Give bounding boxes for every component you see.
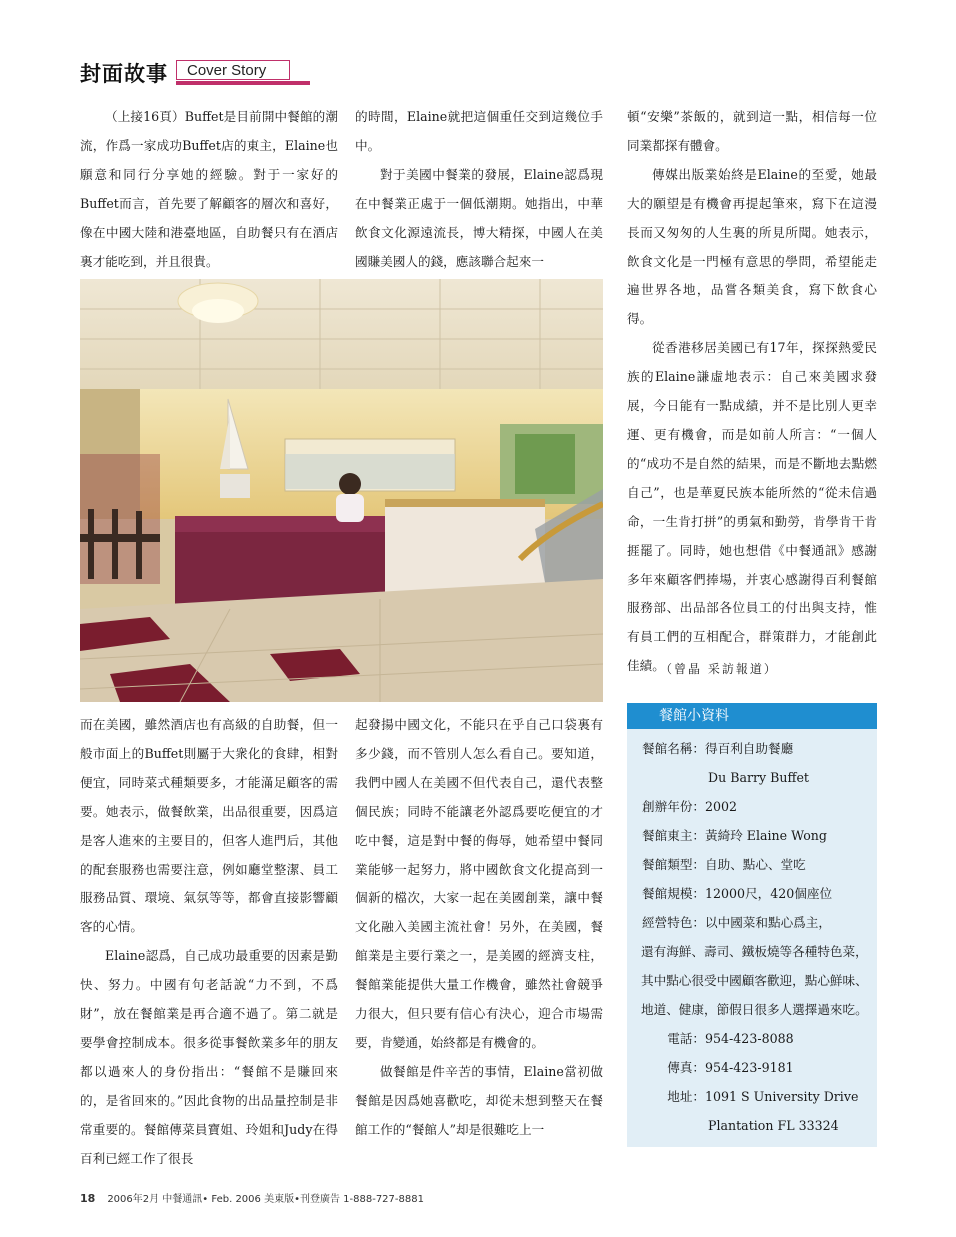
info-row-phone: 電話：954-423-8088	[667, 1031, 794, 1046]
info-row-name: 餐館名稱：得百利自助餐廳	[642, 741, 794, 756]
paragraph: 傳媒出版業始終是Elaine的至愛，她最大的願望是有機會再提起筆來，寫下在這漫長而又匆匆的人生裏的所見所聞。她表示，飲食文化是一門極有意思的學問，希望能走遍世界各地，品嘗各類美食，寫下飲食心得。	[627, 166, 877, 327]
paragraph: 的時間，Elaine就把這個重任交到這幾位手中。	[355, 109, 603, 153]
article-column-3	[627, 103, 877, 681]
info-row-owner: 餐館東主：黃綺玲 Elaine Wong	[642, 828, 827, 843]
paragraph: 而在美國，雖然酒店也有高級的自助餐，但一般市面上的Buffet則屬于大衆化的食肆，相對便宜，同時菜式種類要多，才能滿足顧客的需要。她表示，做餐飲業，出品很重要，因爲這是客人進來的主要目的，但客人進門后，其他的配套服務也需要注意，例如廳堂整潔、員工服務品質、環境、氣氛等等，都會直接影響顧客的心情。	[80, 717, 338, 935]
footer-text: 2006年2月 中餐通訊• Feb. 2006 美東版•刊登廣告 1-888-727-8881	[107, 1194, 424, 1205]
paragraph: 做餐館是件辛苦的事情，Elaine當初做餐館是因爲她喜歡吃，却從未想到整天在餐館工作的“餐館人”却是很難吃上一	[355, 1063, 603, 1137]
paragraph: 從香港移居美國已有17年，探探熱愛民族的Elaine謙虛地表示：自己來美國求發展，今日能有一點成績，并不是比別人更幸運、更有機會，而是如前人所言：“一個人的“成功不是自然的結果，而是不斷地去點燃自己”，也是華夏民族本能所然的“從未信過命，一生肯打拼”的勇氣和勤勞，肯學肯干肯捱罷了。同時，她也想借《中餐通訊》感謝多年來顧客們捧場，并衷心感謝得百利餐館服務部、出品部各位員工的付出與支持，惟有員工們的互相配合，群策群力，才能創此佳績。	[627, 340, 877, 674]
info-box-title: 餐館小資料	[627, 703, 877, 729]
paragraph: （上接16頁）Buffet是目前開中餐館的潮流，作爲一家成功Buffet店的東主，Elaine也願意和同行分享她的經驗。對于一家好的Buffet而言，首先要了解顧客的層次和喜好，像在中國大陸和港臺地區，自助餐只有在酒店裏才能吃到，并且很貴。	[80, 109, 338, 269]
restaurant-photo	[80, 279, 603, 702]
paragraph: 頓“安樂”茶飯的，就到這一點，相信每一位同業都探有體會。	[627, 109, 877, 153]
info-row-address: 地址：1091 S University Drive	[667, 1089, 859, 1104]
info-row-feature-detail: 還有海鮮、壽司、鐵板燒等各種特色菜，其中點心很受中國顧客歡迎，點心鮮味、地道、健康，節假日很多人選擇過來吃。	[641, 944, 868, 1017]
byline: （曾晶 采訪報道）	[660, 662, 778, 676]
page-number: 18	[80, 1192, 96, 1205]
page-footer	[80, 1190, 424, 1205]
restaurant-info-box	[627, 703, 877, 1147]
paragraph: 對于美國中餐業的發展，Elaine認爲現在中餐業正處于一個低潮期。她指出，中華飲食文化源遠流長，博大精探，中國人在美國賺美國人的錢，應該聯合起來一	[355, 166, 603, 269]
info-row-fax: 傳真：954-423-9181	[667, 1060, 794, 1075]
info-row-address-2: Plantation FL 33324	[708, 1118, 839, 1133]
paragraph: 起發揚中國文化，不能只在乎自己口袋裏有多少錢，而不管別人怎么看自己。要知道，我們中國人在美國不但代表自己，還代表整個民族；同時不能讓老外認爲要吃便宜的才吃中餐，這是對中餐的侮辱，她希望中餐同業能够一起努力，將中國飲食文化提高到一個新的檔次，大家一起在美國創業，讓中餐文化融入美國主流社會！另外，在美國，餐館業是主要行業之一，是美國的經濟支柱，餐館業能提供大量工作機會，雖然社會競爭力很大，但只要有信心有決心，迎合市場需要，肯變通，始終都是有機會的。	[355, 717, 603, 1050]
info-box-body	[627, 734, 877, 1140]
article-column-1-top	[80, 103, 338, 276]
paragraph: Elaine認爲，自己成功最重要的因素是勤快、努力。中國有句老話說“力不到，不爲財”，放在餐館業是再合適不過了。第二就是要學會控制成本。很多從事餐飲業多年的朋友都以過來人的身份指出：“餐館不是賺回來的，是省回來的。”因此食物的出品量控制是非常重要的。餐館傳菜員寶姐、玲姐和Judy在得百利已經工作了很長	[80, 948, 338, 1166]
info-row-founded: 創辦年份：2002	[642, 799, 738, 814]
info-row-type: 餐館類型：自助、點心、堂吃	[642, 857, 806, 872]
section-header	[80, 58, 295, 88]
info-row-size: 餐館規模：12000尺，420個座位	[642, 886, 833, 901]
article-column-1-bottom	[80, 711, 338, 1174]
info-row-feature: 經營特色：以中國菜和點心爲主，	[642, 915, 831, 930]
article-column-2-bottom	[355, 711, 603, 1145]
section-title: 封面故事	[80, 62, 168, 86]
header-underline	[176, 81, 310, 85]
info-row-name-en: Du Barry Buffet	[708, 770, 809, 785]
article-column-2-top	[355, 103, 603, 276]
section-subtitle: Cover Story	[176, 60, 290, 80]
